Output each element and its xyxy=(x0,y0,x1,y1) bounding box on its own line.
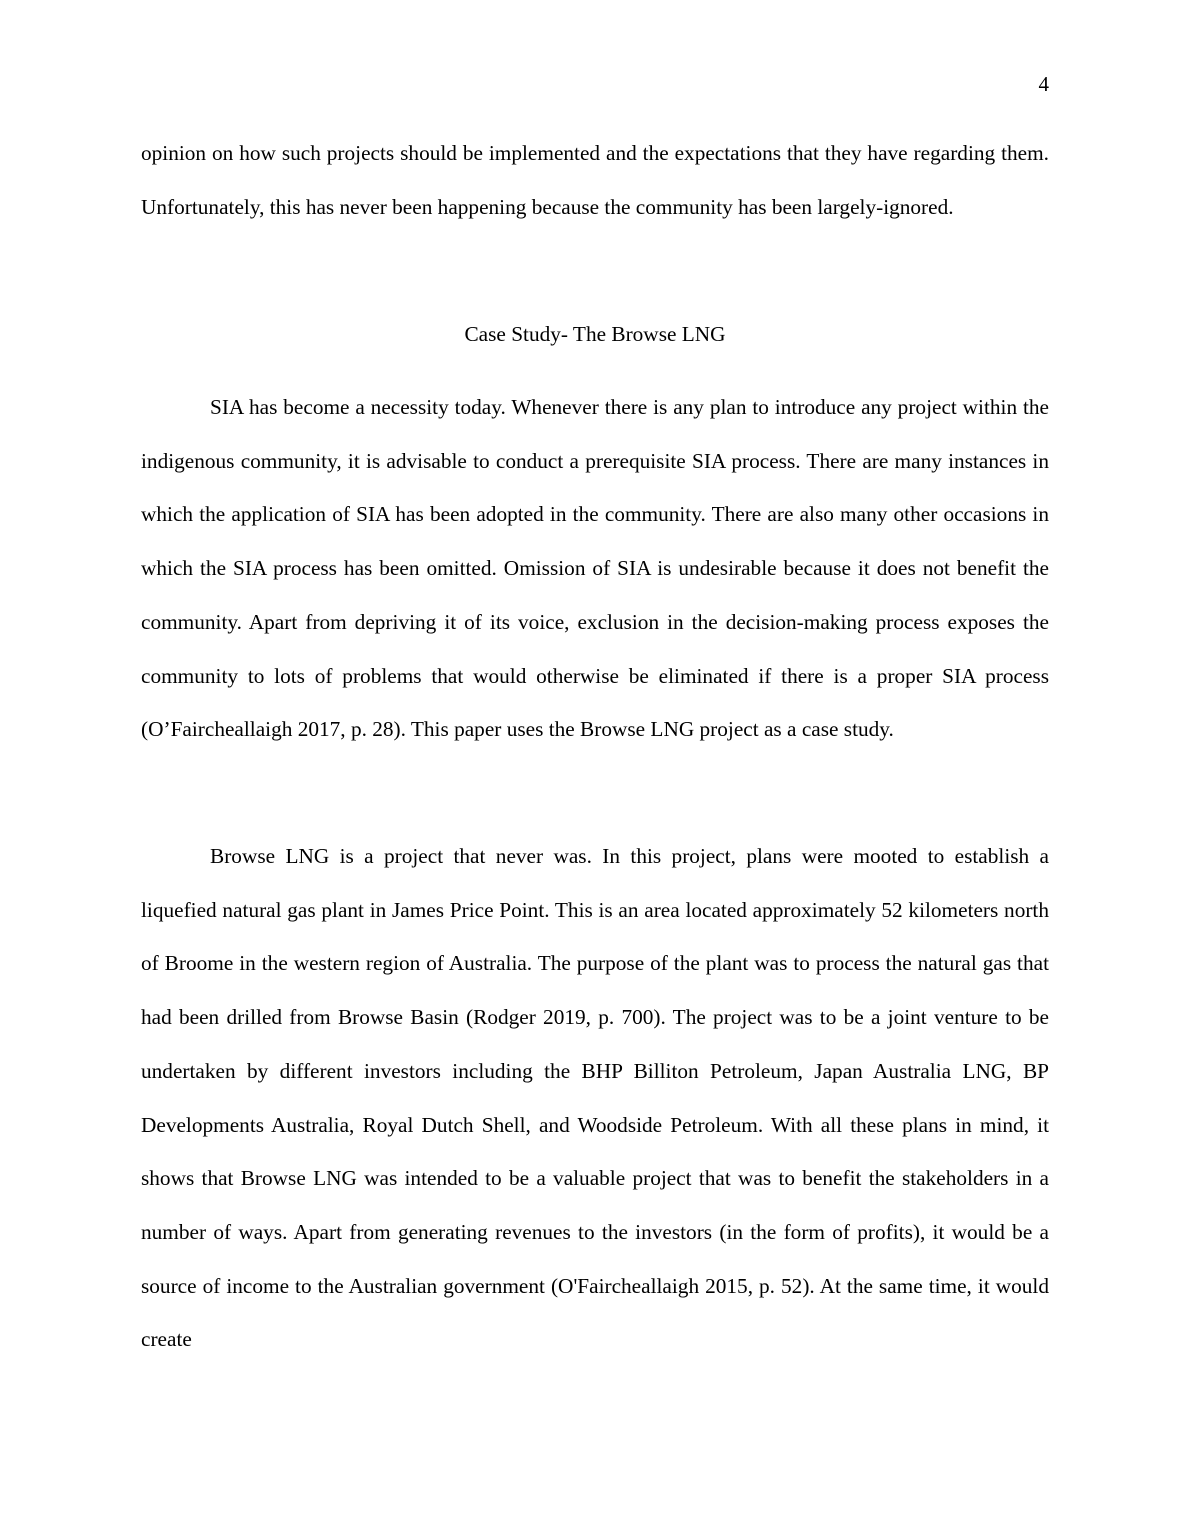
section-heading: Case Study- The Browse LNG xyxy=(464,322,726,346)
paragraph-browse-lng: Browse LNG is a project that never was. In this project, plans were mooted to establish a liquefied natural gas plant in James Price Point. This is an area located approximately 52 kilometers north of Broome in the western region of Australia. The purpose of the plant was to process the natural gas that had been drilled from Browse Basin (Rodger 2019, p. 700). The project was to be a joint venture to be undertaken by different investors including the BHP Billiton Petroleum, Japan Australia LNG, BP Developments Australia, Royal Dutch Shell, and Woodside Petroleum. With all these plans in mind, it shows that Browse LNG was intended to be a valuable project that was to benefit the stakeholders in a number of ways. Apart from generating revenues to the investors (in the form of profits), it would be a source of income to the Australian government (O'Faircheallaigh 2015, p. 52). At the same time, it would create xyxy=(141,844,1049,1352)
paragraph-sia-necessity: SIA has become a necessity today. Whenever there is any plan to introduce any project within the indigenous community, it is advisable to conduct a prerequisite SIA process. There are many instances in which the application of SIA has been adopted in the community. There are also many other occasions in which the SIA process has been omitted. Omission of SIA is undesirable because it does not benefit the community. Apart from depriving it of its voice, exclusion in the decision-making process exposes the community to lots of problems that would otherwise be eliminated if there is a proper SIA process (O’Faircheallaigh 2017, p. 28). This paper uses the Browse LNG project as a case study. xyxy=(141,395,1049,742)
page-number: 4 xyxy=(1038,72,1049,96)
paragraph-continuation: opinion on how such projects should be implemented and the expectations that they have regarding them. Unfortunately, this has never been happening because the community has been largely-ignored. xyxy=(141,141,1049,219)
